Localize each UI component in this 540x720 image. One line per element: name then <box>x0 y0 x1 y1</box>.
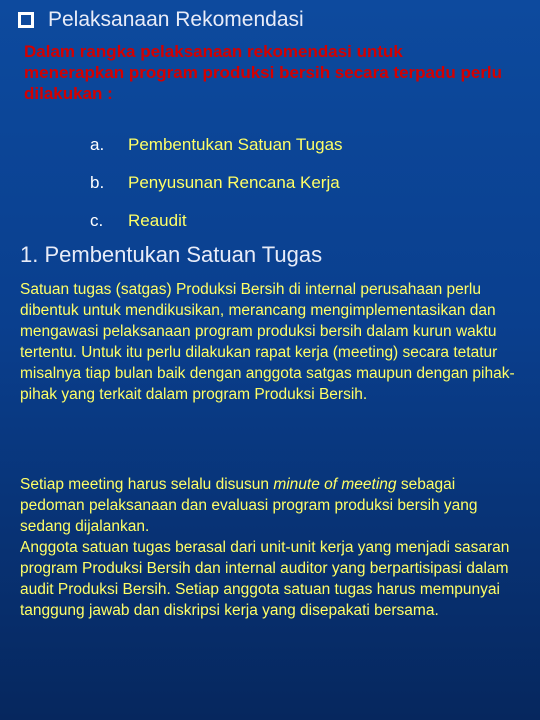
slide-title: Pelaksanaan Rekomendasi <box>48 8 304 31</box>
paragraph-satgas: Satuan tugas (satgas) Produksi Bersih di internal perusahaan perlu dibentuk untuk mendikusikan, merancang mengimplementasikan dan mengawasi pelaksanaan program produksi bersih dalam kurun waktu tertentu. Untuk itu perlu dilakukan rapat kerja (meeting) secara tetatur misalnya tiap bulan baik dengan anggota satgas maupun dengan pihak-pihak yang terkait dalam program Produksi Bersih. <box>20 281 515 403</box>
paragraph-meeting <box>20 474 520 621</box>
checkbox-bullet-icon <box>18 12 34 28</box>
list-item-label: Reaudit <box>128 211 187 230</box>
title-row <box>18 8 304 32</box>
list-marker: c. <box>90 211 104 230</box>
recommendation-list <box>90 135 343 249</box>
list-item-label: Penyusunan Rencana Kerja <box>128 173 340 192</box>
list-item <box>90 173 343 211</box>
list-item-label: Pembentukan Satuan Tugas <box>128 135 343 154</box>
meeting-text-post: sebagai pedoman pelaksanaan dan evaluasi program produksi bersih yang sedang dijalankan. <box>20 476 478 535</box>
members-text: Anggota satuan tugas berasal dari unit-unit kerja yang menjadi sasaran program Produksi Bersih dan internal auditor yang berpartisipasi dalam audit Produksi Bersih. Setiap anggota satuan tugas harus mempunyai tanggung jawab dan diskripsi kerja yang disepakati bersama. <box>20 539 510 619</box>
intro-text: Dalam rangka pelaksanaan rekomendasi untuk menerapkan program produksi bersih secara terpadu perlu dilakukan : <box>24 42 503 103</box>
list-item <box>90 135 343 173</box>
list-marker: b. <box>90 173 105 192</box>
meeting-text <box>20 474 520 537</box>
minute-of-meeting-text: minute of meeting <box>273 476 397 493</box>
section-heading: 1. Pembentukan Satuan Tugas <box>20 242 323 267</box>
meeting-text-pre: Setiap meeting harus selalu disusun <box>20 476 274 493</box>
list-marker: a. <box>90 135 105 154</box>
